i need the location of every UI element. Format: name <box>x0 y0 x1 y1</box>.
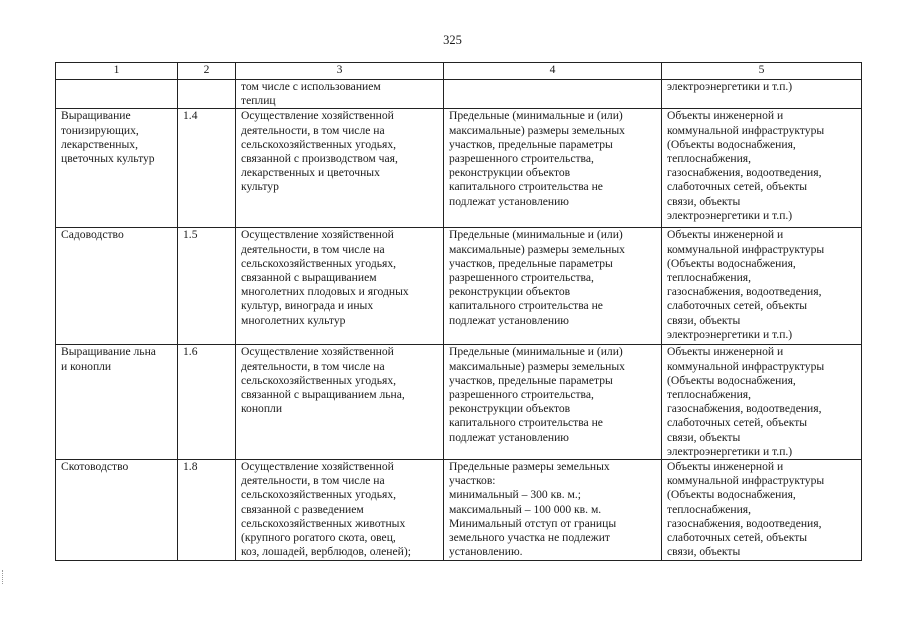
cell-name <box>56 460 178 561</box>
cell-name <box>56 228 178 345</box>
use-type-name: Скотоводство <box>61 460 129 474</box>
use-type-limits: Предельные (минимальные и (или) максимальные) размеры земельных участков, предельные параметры разрешенного строительства, реконструкции объектов капитального строительства не подлежат установлению <box>449 345 625 444</box>
cell-objects <box>662 109 862 228</box>
use-type-description: Осуществление хозяйственной деятельности, в том числе на сельскохозяйственных угодьях, связанной с выращиванием многолетних плодовых и ягодных культур, винограда и иных многолетних культур <box>241 228 409 327</box>
cell-description <box>236 345 444 460</box>
use-type-code: 1.4 <box>183 109 198 123</box>
use-type-objects: Объекты инженерной и коммунальной инфраструктуры (Объекты водоснабжения, теплоснабжения, газоснабжения, водоотведения, слаботочных сетей, объекты связи, объекты электроэнергетики и т.п.) <box>667 109 825 222</box>
use-type-objects: Объекты инженерной и коммунальной инфраструктуры (Объекты водоснабжения, теплоснабжения, газоснабжения, водоотведения, слаботочных сетей, объекты связи, объекты <box>667 460 825 559</box>
use-type-description: Осуществление хозяйственной деятельности, в том числе на сельскохозяйственных угодьях, связанной с разведением сельскохозяйственных животных (крупного рогатого скота, овец, коз, лошадей, верблюдов, оленей); <box>241 460 411 559</box>
cell-description <box>236 80 444 109</box>
cell-limits <box>444 228 662 345</box>
cell-name <box>56 80 178 109</box>
table-row <box>56 228 862 345</box>
cell-objects <box>662 80 862 109</box>
use-type-name: Выращивание льна и конопли <box>61 345 156 373</box>
use-type-name: Садоводство <box>61 228 124 242</box>
table-row <box>56 109 862 228</box>
cell-objects <box>662 228 862 345</box>
cell-code <box>178 80 236 109</box>
use-type-limits: Предельные (минимальные и (или) максимальные) размеры земельных участков, предельные параметры разрешенного строительства, реконструкции объектов капитального строительства не подлежат установлению <box>449 228 625 327</box>
use-type-code: 1.6 <box>183 345 198 359</box>
use-type-code: 1.5 <box>183 228 198 242</box>
column-header-3: 3 <box>236 63 444 80</box>
cell-limits <box>444 109 662 228</box>
table-row <box>56 345 862 460</box>
table-header-row <box>56 63 862 80</box>
column-header-2: 2 <box>178 63 236 80</box>
page-number: 325 <box>443 33 462 47</box>
use-type-objects: Объекты инженерной и коммунальной инфраструктуры (Объекты водоснабжения, теплоснабжения, газоснабжения, водоотведения, слаботочных сетей, объекты связи, объекты электроэнергетики и т.п.) <box>667 345 825 458</box>
cell-description <box>236 228 444 345</box>
continuation-row <box>56 80 862 109</box>
cell-objects <box>662 345 862 460</box>
use-type-code: 1.8 <box>183 460 198 474</box>
use-type-description: Осуществление хозяйственной деятельности, в том числе на сельскохозяйственных угодьях, связанной с выращиванием льна, конопли <box>241 345 405 416</box>
cell-code <box>178 109 236 228</box>
land-use-table <box>55 62 862 561</box>
use-type-name: Выращивание тонизирующих, лекарственных, цветочных культур <box>61 109 155 166</box>
cell-description-text: том числе с использованием теплиц <box>241 80 381 108</box>
cell-limits <box>444 80 662 109</box>
column-header-1: 1 <box>56 63 178 80</box>
cell-code <box>178 460 236 561</box>
table-row <box>56 460 862 561</box>
cell-objects <box>662 460 862 561</box>
scan-edge-mark <box>2 570 6 584</box>
use-type-description: Осуществление хозяйственной деятельности, в том числе на сельскохозяйственных угодьях, связанной с производством чая, лекарственных и цветочных культур <box>241 109 398 194</box>
cell-description <box>236 460 444 561</box>
cell-description <box>236 109 444 228</box>
use-type-objects: Объекты инженерной и коммунальной инфраструктуры (Объекты водоснабжения, теплоснабжения, газоснабжения, водоотведения, слаботочных сетей, объекты связи, объекты электроэнергетики и т.п.) <box>667 228 825 341</box>
column-header-4: 4 <box>444 63 662 80</box>
cell-limits <box>444 460 662 561</box>
cell-code <box>178 345 236 460</box>
column-header-5: 5 <box>662 63 862 80</box>
cell-name <box>56 109 178 228</box>
cell-limits <box>444 345 662 460</box>
cell-objects-text: электроэнергетики и т.п.) <box>667 80 793 93</box>
use-type-limits: Предельные размеры земельных участков: минимальный – 300 кв. м.; максимальный – 100 000 кв. м. Минимальный отступ от границы земельного участка не подлежит установлению. <box>449 460 617 559</box>
cell-code <box>178 228 236 345</box>
use-type-limits: Предельные (минимальные и (или) максимальные) размеры земельных участков, предельные параметры разрешенного строительства, реконструкции объектов капитального строительства не подлежат установлению <box>449 109 625 208</box>
cell-name <box>56 345 178 460</box>
